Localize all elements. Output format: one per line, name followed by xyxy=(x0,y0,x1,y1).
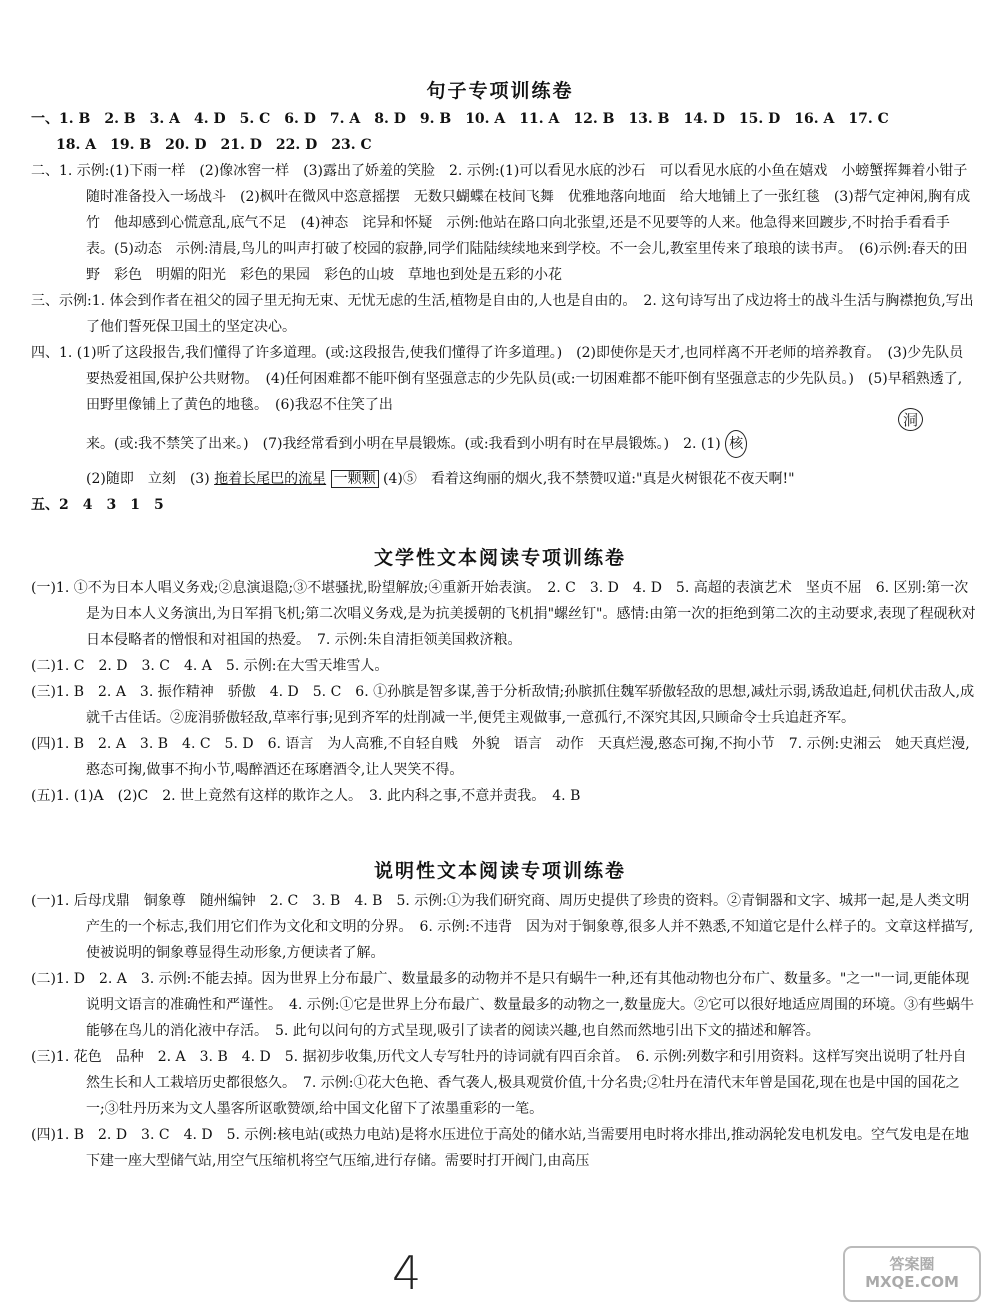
answer-text: (2)随即 立刻 (3) xyxy=(86,471,210,487)
handwritten-circle-char: 核 xyxy=(725,430,747,458)
answer-paragraph: (三)1. 花色 品种 2. A 3. B 4. D 5. 据初步收集,历代文人专写牡丹的诗词就有四百余首。 6. 示例:列数字和引用资料。这样写突出说明了牡丹自然生长和人工栽培历史都很悠久。 7. 示例:①花大色艳、香气袭人,极具观赏价值,十分名贵;②牡丹在清代末年曾是国花,现在也是中国的国花之一;③牡丹历来为文人墨客所讴歌赞颂,给中国文化留下了浓墨重彩的一笔。 xyxy=(31,1049,967,1117)
answer-paragraph: 二、1. 示例:(1)下雨一样 (2)像冰窖一样 (3)露出了娇羞的笑脸 2. 示例:(1)可以看见水底的沙石 可以看见水底的小鱼在嬉戏 小螃蟹挥舞着小钳子随时准备投入一场战斗 (2)枫叶在微风中恣意摇摆 无数只蝴蝶在枝间飞舞 优雅地落向地面 给大地铺上了一张红毯 (3)帮气定神闲,胸有成竹 他却感到心慌意乱,底气不足 (4)神态 诧异和怀疑 示例:他站在路口向北张望,还是不见要等的人来。他急得来回踱步,不时抬手看看手表。(5)动态 示例:清晨,鸟儿的叫声打破了校园的寂静,同学们陆陆续续地来到学校。不一会儿,教室里传来了琅琅的读书声。 (6)示例:春天的田野 彩色 明媚的阳光 彩色的果园 彩色的山坡 草地也到处是五彩的小花 xyxy=(31,163,971,283)
answer-paragraph: (四)1. B 2. D 3. C 4. D 5. 示例:核电站(或热力电站)是将水压进位于高处的储水站,当需要用电时将水排出,推动涡轮发电机发电。空气发电是在地下建一座大型储气站,用空气压缩机将空气压缩,进行存储。需要时打开阀门,由高压 xyxy=(31,1127,969,1169)
section-title-literary: 文学性文本阅读专项训练卷 xyxy=(373,547,626,569)
answer-line: 一、1. B 2. B 3. A 4. D 5. C 6. D 7. A 8. D 9. B 10. A 11. A 12. B 13. B 14. D 15. D 16. A 17. C xyxy=(31,111,889,127)
underlined-phrase: 拖着长尾巴的流星 xyxy=(214,471,327,487)
answer-paragraph: (三)1. B 2. A 3. 振作精神 骄傲 4. D 5. C 6. ①孙膑是智多谋,善于分析敌情;孙膑抓住魏军骄傲轻敌的思想,减灶示弱,诱敌追赶,伺机伏击敌人,成就千古佳话。②庞涓骄傲轻敌,草率行事;见到齐军的灶削减一半,便凭主观做事,一意孤行,不深究其因,只顾命令士兵追赶齐军。 xyxy=(31,684,975,726)
answer-line: 18. A 19. B 20. D 21. D 22. D 23. C xyxy=(56,137,372,153)
answer-text: (4)⑤ 看着这绚丽的烟火,我不禁赞叹道:"真是火树银花不夜天啊!" xyxy=(383,471,795,487)
answer-line xyxy=(86,430,976,458)
answer-paragraph: (五)1. (1)A (2)C 2. 世上竟然有这样的欺诈之人。 3. 此内科之事,不意并责我。 4. B xyxy=(31,788,581,804)
answer-paragraph: 四、1. (1)听了这段报告,我们懂得了许多道理。(或:这段报告,使我们懂得了许多道理。) (2)即使你是天才,也同样离不开老师的培养教育。 (3)少先队员要热爱祖国,保护公共财物。 (4)任何困难都不能吓倒有坚强意志的少先队员(或:一切困难都不能吓倒有坚强意志的少先队员。) (5)早稻熟透了,田野里像铺上了黄色的地毯。 (6)我忍不住笑了出 xyxy=(31,345,964,413)
answer-paragraph: (二)1. D 2. A 3. 示例:不能去掉。因为世界上分布最广、数量最多的动物并不是只有蜗牛一种,还有其他动物也分布广、数量多。"之一"一词,更能体现说明文语言的准确性和严谨性。 4. 示例:①它是世界上分布最广、数量最多的动物之一,数量庞大。②它可以很好地适应周围的环境。③有些蜗牛能够在鸟儿的消化液中存活。 5. 此句以问句的方式呈现,吸引了读者的阅读兴趣,也自然而然地引出下文的描述和解答。 xyxy=(31,971,974,1039)
handwritten-note: 洞 xyxy=(898,408,923,431)
section-title-expository: 说明性文本阅读专项训练卷 xyxy=(373,860,626,882)
boxed-phrase: 一颗颗 xyxy=(331,470,379,488)
answer-paragraph: (一)1. 后母戊鼎 铜象尊 随州编钟 2. C 3. B 4. B 5. 示例:①为我们研究商、周历史提供了珍贵的资料。②青铜器和文字、城邦一起,是人类文明产生的一个标志,我们用它们作为文化和文明的分界。 6. 示例:不违背 因为对于铜象尊,很多人并不熟悉,不知道它是什么样子的。文章这样描写,使被说明的铜象尊显得生动形象,方便读者了解。 xyxy=(31,893,974,961)
answer-line: 五、2 4 3 1 5 xyxy=(31,497,164,513)
watermark-logo xyxy=(842,1245,982,1303)
answer-line xyxy=(86,466,976,492)
section-expository-body xyxy=(31,888,976,1174)
page-number: 4 xyxy=(392,1246,422,1300)
section-sentences-body xyxy=(31,106,976,518)
section-title-sentences: 句子专项训练卷 xyxy=(426,80,574,102)
answer-paragraph: (二)1. C 2. D 3. C 4. A 5. 示例:在大雪天堆雪人。 xyxy=(31,658,389,674)
section-literary-body xyxy=(31,575,976,809)
answer-text: 来。(或:我不禁笑了出来。) (7)我经常看到小明在早晨锻炼。(或:我看到小明有时在早晨锻炼。) 2. (1) xyxy=(86,436,721,452)
answer-paragraph: (一)1. ①不为日本人唱义务戏;②息演退隐;③不堪骚扰,盼望解放;④重新开始表演。 2. C 3. D 4. D 5. 高超的表演艺术 坚贞不屈 6. 区别:第一次是为日本人义务演出,为日军捐飞机;第二次唱义务戏,是为抗美援朝的飞机捐"螺丝钉"。感情:由第一次的拒绝到第二次的主动要求,表现了程砚秋对日本侵略者的憎恨和对祖国的热爱。 7. 示例:朱自清拒领美国救济粮。 xyxy=(31,580,976,648)
answer-paragraph: (四)1. B 2. A 3. B 4. C 5. D 6. 语言 为人高雅,不自轻自贱 外貌 语言 动作 天真烂漫,憨态可掬,不拘小节 7. 示例:史湘云 她天真烂漫,憨态可掬,做事不拘小节,喝醉酒还在琢磨酒令,让人哭笑不得。 xyxy=(31,736,970,778)
watermark-text: 答案圈 MXQE.COM xyxy=(865,1255,959,1291)
answer-paragraph: 三、示例:1. 体会到作者在祖父的园子里无拘无束、无忧无虑的生活,植物是自由的,人也是自由的。 2. 这句诗写出了戍边将士的战斗生活与胸襟抱负,写出了他们誓死保卫国土的坚定决心。 xyxy=(31,293,974,335)
